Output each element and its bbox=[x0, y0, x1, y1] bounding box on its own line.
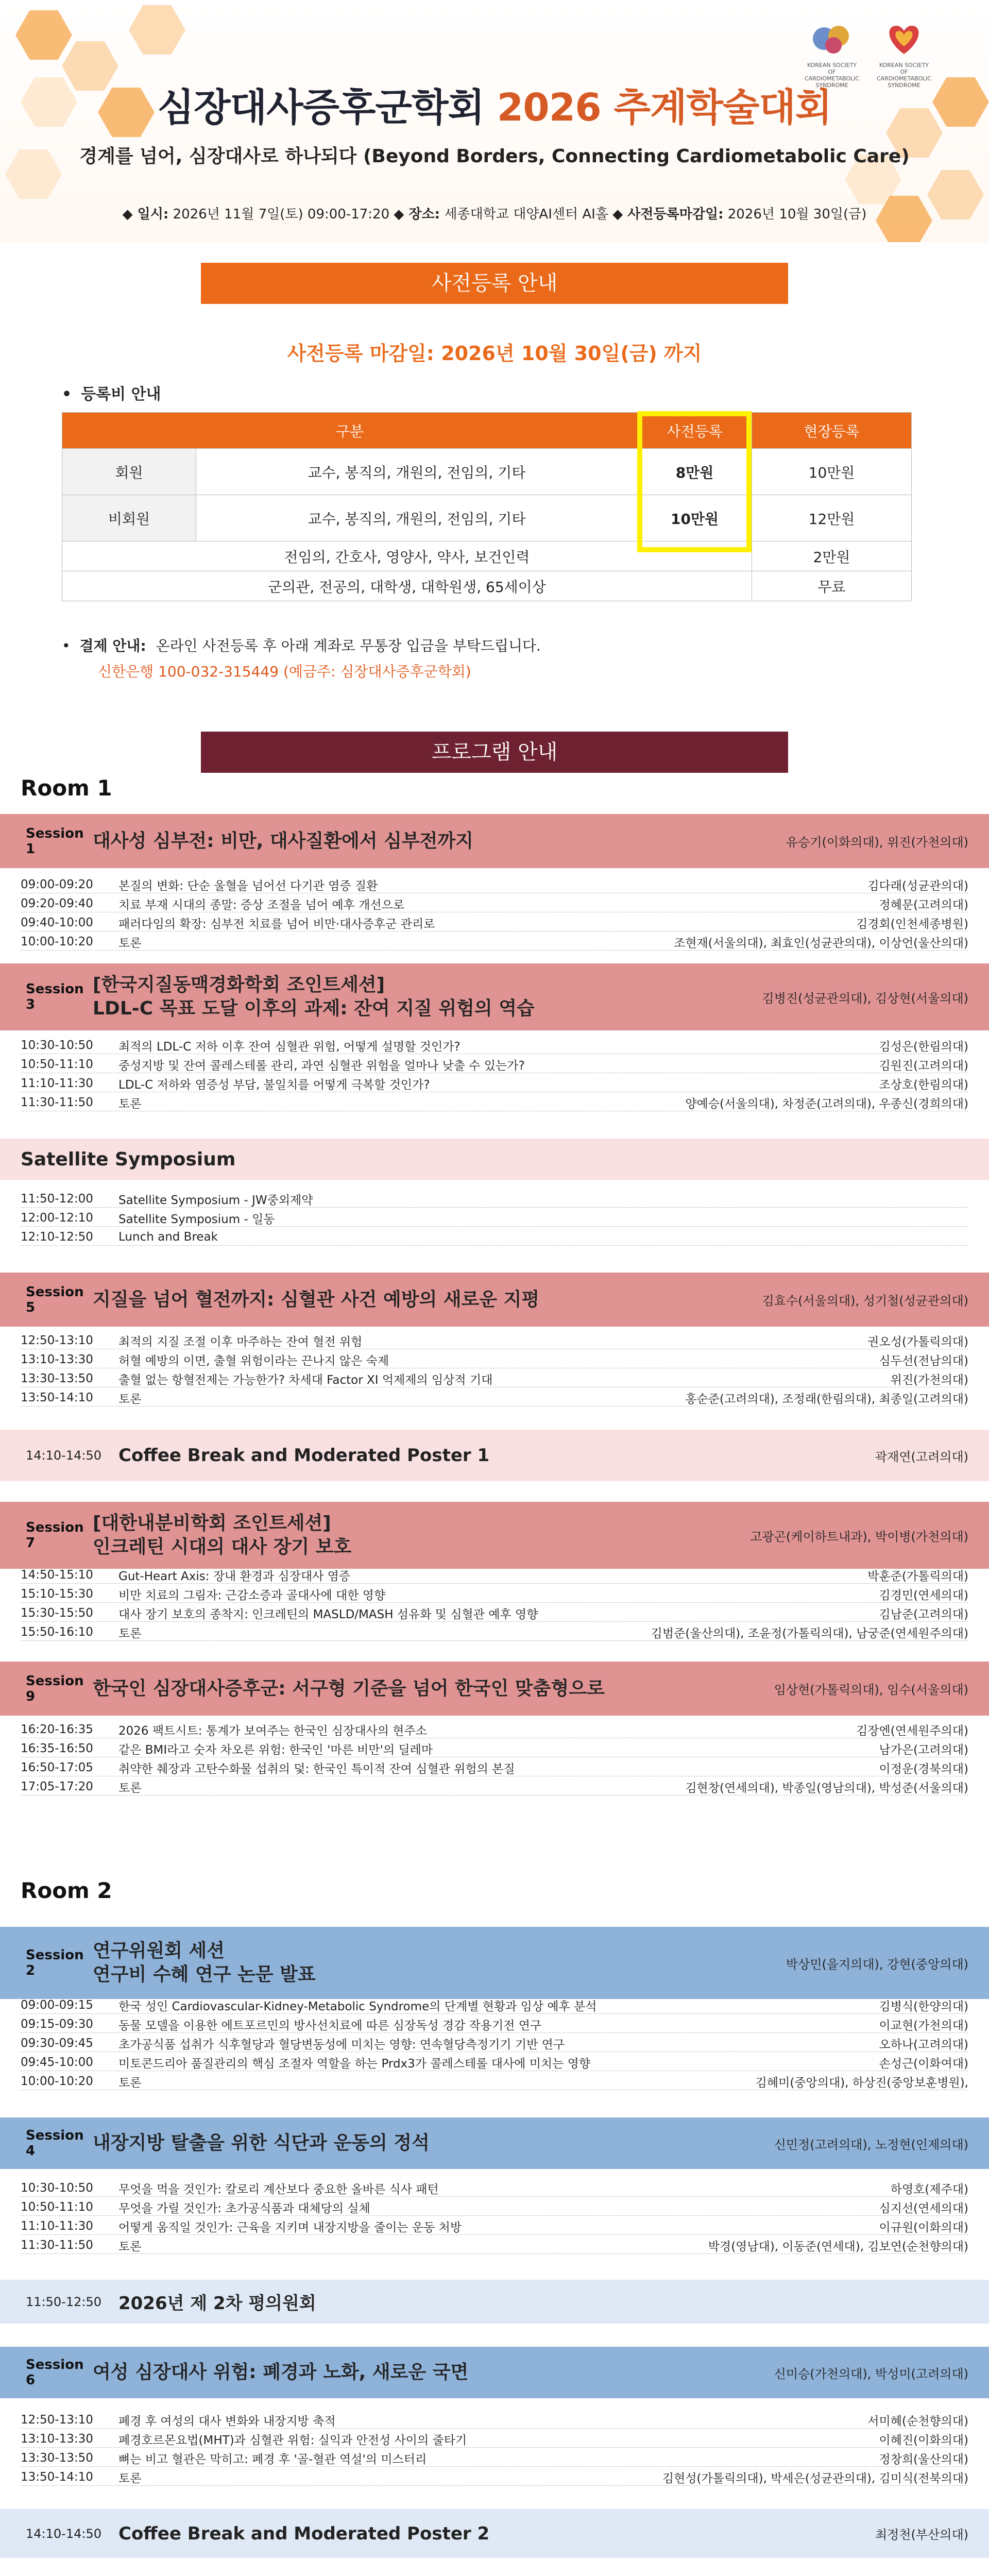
schedule-speaker: 김원진(고려의대) bbox=[879, 1059, 968, 1073]
logo-caption: KOREAN SOCIETY OF CARDIOMETABOLIC SYNDROME bbox=[876, 62, 932, 89]
schedule-topic: 토론 bbox=[118, 936, 142, 950]
schedule-topic: 중성지방 및 잔여 콜레스테롤 관리, 과연 심혈관 위험을 얼마나 낮출 수 있는가? bbox=[118, 1059, 525, 1073]
schedule-speaker: 조상호(한림의대) bbox=[879, 1078, 968, 1092]
coffee-chair: 곽재연(고려의대) bbox=[875, 1449, 968, 1464]
schedule-time: 11:30-11:50 bbox=[21, 1096, 93, 1109]
schedule-speaker: 오하나(고려의대) bbox=[879, 2038, 968, 2052]
schedule-row bbox=[0, 1228, 989, 1246]
schedule-row bbox=[0, 914, 989, 931]
congress-logo-mark bbox=[881, 21, 927, 57]
schedule-time: 10:30-10:50 bbox=[21, 2181, 93, 2195]
schedule-row bbox=[0, 1778, 989, 1795]
hero-header bbox=[0, 0, 989, 242]
room2-session-6-band bbox=[0, 2347, 989, 2398]
session-title-line1: [한국지질동맥경화학회 조인트세션] bbox=[93, 974, 385, 995]
fee-nonmember-pre: 10만원 bbox=[638, 495, 752, 541]
schedule-time: 09:20-09:40 bbox=[21, 897, 93, 910]
schedule-speaker: 홍순준(고려의대), 조정래(한림의대), 최종일(고려의대) bbox=[685, 1392, 968, 1406]
schedule-topic: 본질의 변화: 단순 울혈을 넘어선 다기관 염증 질환 bbox=[118, 879, 378, 893]
session-title-line1: [대한내분비학회 조인트세션] bbox=[93, 1513, 331, 1534]
schedule-topic: 취약한 췌장과 고탄수화물 섭취의 덫: 한국인 특이적 잔여 심혈관 위험의 본질 bbox=[118, 1762, 515, 1776]
schedule-topic: 토론 bbox=[118, 1097, 142, 1111]
logo-caption: KOREAN SOCIETY OF CARDIOMETABOLIC SYNDROME bbox=[804, 62, 860, 89]
schedule-time: 13:30-13:50 bbox=[21, 1372, 93, 1385]
fee-nonmember-onsite: 12만원 bbox=[752, 495, 912, 541]
session-chair: 임상현(가톨릭의대), 임수(서울의대) bbox=[774, 1683, 968, 1697]
schedule-row bbox=[0, 1566, 989, 1584]
schedule-time: 11:50-12:00 bbox=[21, 1192, 93, 1206]
schedule-row bbox=[0, 2015, 989, 2033]
session-chair: 김효수(서울의대), 성기철(성균관의대) bbox=[762, 1294, 968, 1308]
schedule-topic: 무엇을 가릴 것인가: 초가공식품과 대체당의 실체 bbox=[118, 2201, 370, 2215]
registration-section-tab: 사전등록 안내 bbox=[201, 263, 788, 304]
satellite-title: Satellite Symposium bbox=[21, 1148, 236, 1170]
schedule-time: 13:30-13:50 bbox=[21, 2451, 93, 2465]
schedule-row bbox=[0, 2449, 989, 2467]
date-value: 2026년 11월 7일(토) 09:00-17:20 bbox=[173, 207, 390, 222]
schedule-row bbox=[0, 1740, 989, 1757]
coffee-title: Coffee Break and Moderated Poster 1 bbox=[118, 1445, 490, 1466]
schedule-row bbox=[0, 2468, 989, 2486]
schedule-speaker: 서미혜(순천향의대) bbox=[867, 2414, 968, 2428]
schedule-row bbox=[0, 2198, 989, 2216]
schedule-topic: Gut-Heart Axis: 장내 환경과 심장대사 염증 bbox=[118, 1569, 351, 1583]
meeting-title: 2026년 제 2차 평의원회 bbox=[118, 2293, 316, 2314]
schedule-row bbox=[0, 1759, 989, 1776]
session-7-band bbox=[0, 1502, 989, 1569]
schedule-speaker: 심두선(전남의대) bbox=[879, 1354, 968, 1368]
schedule-speaker: 김범준(울산의대), 조윤정(가톨릭의대), 남궁준(연세원주의대) bbox=[651, 1626, 968, 1640]
hexagon-decoration bbox=[129, 5, 185, 55]
schedule-time: 09:45-10:00 bbox=[21, 2056, 93, 2069]
schedule-topic: 미토콘드리아 품질관리의 핵심 조절자 역할을 하는 Prdx3가 콜레스테롤 대사에 미치는 영향 bbox=[118, 2057, 591, 2071]
schedule-row bbox=[0, 895, 989, 912]
session-1-band bbox=[0, 814, 989, 868]
schedule-topic: 2026 팩트시트: 통계가 보여주는 한국인 심장대사의 현주소 bbox=[118, 1724, 427, 1738]
fee-resident-fee: 2만원 bbox=[752, 541, 912, 571]
session-label: Session 2 bbox=[26, 1947, 84, 1978]
schedule-speaker: 이혜진(이화의대) bbox=[879, 2433, 968, 2447]
schedule-topic: 토론 bbox=[118, 1781, 142, 1795]
event-meta bbox=[0, 204, 989, 223]
schedule-topic: 토론 bbox=[118, 2076, 142, 2090]
schedule-topic: 비만 치료의 그림자: 근감소증과 골대사에 대한 영향 bbox=[118, 1588, 386, 1602]
schedule-topic: 허혈 예방의 이면, 출혈 위험이라는 끈나지 않은 숙제 bbox=[118, 1354, 389, 1368]
session-title-line2: 연구비 수혜 연구 논문 발표 bbox=[93, 1964, 316, 1985]
page-subtitle: 경계를 넘어, 심장대사로 하나되다 (Beyond Borders, Connecting Cardiometabolic Care) bbox=[79, 146, 910, 167]
schedule-time: 14:50-15:10 bbox=[21, 1568, 93, 1582]
schedule-topic: 같은 BMI라고 숫자 차오른 위험: 한국인 '마른 비만'의 딜레마 bbox=[118, 1743, 433, 1757]
schedule-row bbox=[0, 1075, 989, 1092]
schedule-speaker: 이교현(가천의대) bbox=[879, 2019, 968, 2032]
schedule-speaker: 조현재(서울의대), 최효인(성균관의대), 이상언(울산의대) bbox=[674, 936, 968, 950]
session-title bbox=[93, 1512, 750, 1559]
schedule-speaker: 김경민(연세의대) bbox=[879, 1588, 968, 1602]
session-label: Session 7 bbox=[26, 1520, 84, 1551]
page-title bbox=[0, 77, 989, 132]
schedule-row bbox=[0, 1351, 989, 1368]
fee-table-header-row bbox=[62, 413, 912, 449]
schedule-time: 09:30-09:45 bbox=[21, 2037, 93, 2050]
schedule-row bbox=[0, 1094, 989, 1111]
schedule-speaker: 박훈준(가톨릭의대) bbox=[867, 1569, 968, 1583]
schedule-topic: 동물 모델을 이용한 에트포르민의 방사선치료에 따른 심장독성 경감 작용기전 연구 bbox=[118, 2019, 542, 2032]
schedule-time: 11:10-11:30 bbox=[21, 2219, 93, 2233]
schedule-speaker: 이정운(경북의대) bbox=[879, 1762, 968, 1776]
schedule-speaker: 김현창(연세의대), 박종일(영남의대), 박성준(서울의대) bbox=[685, 1781, 968, 1795]
payment-info: • 결제 안내: 온라인 사전등록 후 아래 계좌로 무통장 입금을 부탁드립니다. bbox=[62, 637, 541, 654]
schedule-time: 10:00-10:20 bbox=[21, 2075, 93, 2088]
schedule-row bbox=[0, 2054, 989, 2071]
schedule-speaker: 김성은(한림의대) bbox=[879, 1040, 968, 1054]
coffee-time: 14:10-14:50 bbox=[26, 1448, 101, 1463]
schedule-topic: Lunch and Break bbox=[118, 1230, 218, 1244]
schedule-time: 09:00-09:20 bbox=[21, 878, 93, 891]
fee-member-type: 회원 bbox=[62, 449, 196, 495]
session-label: Session 4 bbox=[26, 2128, 84, 2159]
schedule-speaker: 김다래(성균관의대) bbox=[867, 879, 968, 893]
fee-resident-desc: 전임의, 간호사, 영양사, 약사, 보건인력 bbox=[62, 541, 752, 571]
schedule-time: 10:50-11:10 bbox=[21, 1058, 93, 1071]
session-chair: 김병진(성균관의대), 김상현(서울의대) bbox=[762, 991, 968, 1006]
reg-value: 2026년 10월 30일(금) bbox=[727, 207, 867, 222]
session-title: 내장지방 탈출을 위한 식단과 운동의 정석 bbox=[93, 2132, 430, 2154]
schedule-row bbox=[0, 1996, 989, 2014]
fee-table bbox=[62, 412, 912, 601]
schedule-time: 16:50-17:05 bbox=[21, 1761, 93, 1774]
schedule-time: 15:10-15:30 bbox=[21, 1587, 93, 1601]
meeting-time: 11:50-12:50 bbox=[26, 2294, 101, 2309]
session-title: 대사성 심부전: 비만, 대사질환에서 심부전까지 bbox=[93, 830, 473, 852]
schedule-speaker: 김현성(가톨릭의대), 박세은(성균관의대), 김미식(전북의대) bbox=[662, 2471, 968, 2485]
society-logo-mark bbox=[809, 21, 855, 57]
session-label: Session 3 bbox=[26, 981, 84, 1012]
fee-row-nonmember bbox=[62, 495, 912, 541]
schedule-topic: 어떻게 움직일 것인가: 근육을 지키며 내장지방을 줄이는 운동 처방 bbox=[118, 2221, 462, 2234]
schedule-time: 16:35-16:50 bbox=[21, 1742, 93, 1755]
schedule-topic: 폐경호르몬요법(MHT)과 심혈관 위험: 실익과 안전성 사이의 줄타기 bbox=[118, 2433, 467, 2447]
schedule-topic: 패러다임의 확장: 심부전 치료를 넘어 비만·대사증후군 관리로 bbox=[118, 917, 435, 931]
schedule-row bbox=[0, 2430, 989, 2448]
schedule-row bbox=[0, 1209, 989, 1227]
schedule-speaker: 박경(영남대), 이동준(연세대), 김보연(순천향의대) bbox=[708, 2240, 968, 2253]
schedule-row bbox=[0, 876, 989, 893]
schedule-time: 13:10-13:30 bbox=[21, 1353, 93, 1366]
schedule-row bbox=[0, 2411, 989, 2429]
session-chair: 고광곤(케이하트내과), 박이병(가천의대) bbox=[750, 1529, 968, 1544]
hexagon-decoration bbox=[15, 10, 72, 60]
session-9-band bbox=[0, 1662, 989, 1716]
satellite-band bbox=[0, 1139, 989, 1180]
session-chair: 신미승(가천의대), 박성미(고려의대) bbox=[774, 2366, 968, 2381]
title-prefix: 심장대사증후군학회 bbox=[157, 86, 484, 130]
session-label: Session 9 bbox=[26, 1673, 84, 1704]
venue-label: ◆ 장소: bbox=[394, 207, 440, 222]
schedule-topic: Satellite Symposium - JW중외제약 bbox=[118, 1193, 313, 1207]
schedule-speaker: 하영호(제주대) bbox=[890, 2182, 968, 2196]
schedule-speaker: 김장엔(연세원주의대) bbox=[856, 1724, 968, 1738]
schedule-topic: 토론 bbox=[118, 2471, 142, 2485]
session-3-band bbox=[0, 963, 989, 1030]
pre-registration-highlight bbox=[637, 411, 752, 552]
schedule-speaker: 위진(가천의대) bbox=[890, 1373, 968, 1387]
session-chair: 박상민(을지의대), 강현(중앙의대) bbox=[786, 1957, 968, 1972]
schedule-row bbox=[0, 2179, 989, 2197]
session-title bbox=[93, 1939, 786, 1987]
schedule-row bbox=[0, 2073, 989, 2090]
session-title-line1: 연구위원회 세션 bbox=[93, 1940, 225, 1961]
schedule-topic: 대사 장기 보호의 종착지: 인크레틴의 MASLD/MASH 섬유화 및 심혈관 예후 영향 bbox=[118, 1607, 538, 1621]
session-label: Session 6 bbox=[26, 2357, 84, 2388]
program-section-tab: 프로그램 안내 bbox=[201, 732, 788, 773]
schedule-speaker: 김병식(한양의대) bbox=[879, 1999, 968, 2013]
schedule-time: 12:50-13:10 bbox=[21, 2413, 93, 2427]
session-5-band bbox=[0, 1273, 989, 1327]
schedule-row bbox=[0, 1623, 989, 1641]
schedule-row bbox=[0, 1389, 989, 1406]
schedule-time: 15:50-16:10 bbox=[21, 1625, 93, 1639]
schedule-time: 10:00-10:20 bbox=[21, 935, 93, 948]
schedule-speaker: 심지선(연세의대) bbox=[879, 2201, 968, 2215]
fee-student-desc: 군의관, 전공의, 대학생, 대학원생, 65세이상 bbox=[62, 571, 752, 601]
schedule-speaker: 김경회(인천세종병원) bbox=[856, 917, 968, 931]
schedule-row bbox=[0, 1332, 989, 1349]
coffee-title: Coffee Break and Moderated Poster 2 bbox=[118, 2523, 490, 2544]
session-title bbox=[93, 973, 762, 1021]
fee-row-resident bbox=[62, 541, 912, 571]
schedule-row bbox=[0, 1721, 989, 1738]
session-title-line2: 인크레틴 시대의 대사 장기 보호 bbox=[93, 1536, 352, 1557]
fee-member-desc: 교수, 봉직의, 개원의, 전임의, 기타 bbox=[196, 449, 638, 495]
room2-session-4-band bbox=[0, 2117, 989, 2169]
venue-value: 세종대학교 대양AI센터 AI홀 bbox=[444, 207, 608, 222]
schedule-row bbox=[0, 1056, 989, 1073]
schedule-speaker: 정창희(울산의대) bbox=[879, 2452, 968, 2466]
schedule-speaker: 정혜문(고려의대) bbox=[879, 898, 968, 912]
schedule-speaker: 권오성(가톨릭의대) bbox=[867, 1335, 968, 1349]
schedule-row bbox=[0, 933, 989, 951]
schedule-topic: 최적의 LDL-C 저하 이후 잔여 심혈관 위험, 어떻게 설명할 것인가? bbox=[118, 1040, 461, 1054]
schedule-time: 09:00-09:15 bbox=[21, 1998, 93, 2012]
room2-heading: Room 2 bbox=[21, 1878, 112, 1903]
schedule-topic: 치료 부재 시대의 종말: 증상 조절을 넘어 예후 개선으로 bbox=[118, 898, 405, 912]
reg-label: ◆ 사전등록마감일: bbox=[612, 207, 724, 222]
payment-desc: 온라인 사전등록 후 아래 계좌로 무통장 입금을 부탁드립니다. bbox=[156, 637, 541, 654]
schedule-row bbox=[0, 1370, 989, 1387]
schedule-speaker: 양예승(서울의대), 차정준(고려의대), 우종신(경희의대) bbox=[685, 1097, 968, 1111]
fee-header-category: 구분 bbox=[62, 413, 638, 449]
schedule-time: 12:50-13:10 bbox=[21, 1334, 93, 1347]
schedule-topic: 토론 bbox=[118, 1626, 142, 1640]
schedule-row bbox=[0, 1585, 989, 1603]
session-title-line2: LDL-C 목표 도달 이후의 과제: 잔여 지질 위험의 역습 bbox=[93, 998, 535, 1019]
schedule-topic: 폐경 후 여성의 대사 변화와 내장지방 축적 bbox=[118, 2414, 336, 2428]
session-chair: 신민정(고려의대), 노정현(인제의대) bbox=[774, 2137, 968, 2152]
schedule-time: 11:30-11:50 bbox=[21, 2239, 93, 2252]
schedule-time: 13:50-14:10 bbox=[21, 1391, 93, 1404]
schedule-time: 13:10-13:30 bbox=[21, 2432, 93, 2446]
coffee-time: 14:10-14:50 bbox=[26, 2526, 101, 2541]
fee-header-onsite: 현장등록 bbox=[752, 413, 912, 449]
schedule-time: 16:20-16:35 bbox=[21, 1723, 93, 1736]
schedule-topic: 무엇을 먹을 것인가: 칼로리 계산보다 중요한 올바른 식사 패턴 bbox=[118, 2182, 439, 2196]
schedule-time: 12:10-12:50 bbox=[21, 1230, 93, 1244]
fee-student-fee: 무료 bbox=[752, 571, 912, 601]
session-title: 여성 심장대사 위험: 폐경과 노화, 새로운 국면 bbox=[93, 2362, 469, 2383]
schedule-topic: 최적의 지질 조절 이후 마주하는 잔여 혈전 위험 bbox=[118, 1335, 363, 1349]
schedule-row bbox=[0, 1190, 989, 1208]
title-year: 2026 추계학술대회 bbox=[497, 86, 832, 130]
schedule-time: 09:40-10:00 bbox=[21, 916, 93, 929]
bank-account: 신한은행 100-032-315449 (예금주: 심장대사증후군학회) bbox=[98, 663, 471, 680]
schedule-time: 17:05-17:20 bbox=[21, 1780, 93, 1793]
schedule-speaker: 남가은(고려의대) bbox=[879, 1743, 968, 1757]
fee-nonmember-desc: 교수, 봉직의, 개원의, 전임의, 기타 bbox=[196, 495, 638, 541]
fee-nonmember-type: 비회원 bbox=[62, 495, 196, 541]
fee-member-pre: 8만원 bbox=[638, 449, 752, 495]
schedule-topic: 토론 bbox=[118, 2240, 142, 2253]
council-meeting-band bbox=[0, 2280, 989, 2324]
schedule-row bbox=[0, 1037, 989, 1054]
schedule-time: 13:50-14:10 bbox=[21, 2470, 93, 2484]
schedule-speaker: 김남준(고려의대) bbox=[879, 1607, 968, 1621]
payment-label: 결제 안내: bbox=[79, 637, 146, 654]
schedule-time: 11:10-11:30 bbox=[21, 1077, 93, 1090]
coffee-chair: 최정천(부산의대) bbox=[875, 2528, 968, 2542]
coffee-break-1-band bbox=[0, 1430, 989, 1481]
schedule-speaker: 손성근(이화여대) bbox=[879, 2057, 968, 2071]
schedule-row bbox=[0, 1604, 989, 1622]
schedule-topic: 한국 성인 Cardiovascular-Kidney-Metabolic Syndrome의 단계별 현황과 임상 예후 분석 bbox=[118, 1999, 597, 2013]
schedule-topic: 뼈는 비고 혈관은 막히고: 폐경 후 '골-혈관 역설'의 미스터리 bbox=[118, 2452, 427, 2466]
fee-member-onsite: 10만원 bbox=[752, 449, 912, 495]
registration-deadline: 사전등록 마감일: 2026년 10월 30일(금) 까지 bbox=[287, 342, 702, 365]
schedule-time: 10:50-11:10 bbox=[21, 2200, 93, 2214]
schedule-row bbox=[0, 2236, 989, 2254]
schedule-speaker: 이규원(이화의대) bbox=[879, 2221, 968, 2234]
date-label: ◆ 일시: bbox=[122, 207, 169, 222]
schedule-speaker: 김혜미(중앙의대), 하상진(중앙보훈병원), bbox=[755, 2076, 968, 2090]
schedule-time: 15:30-15:50 bbox=[21, 1606, 93, 1620]
schedule-topic: 초가공식품 섭취가 식후혈당과 혈당변동성에 미치는 영향: 연속혈당측정기기 기반 연구 bbox=[118, 2038, 565, 2052]
fee-row-student bbox=[62, 571, 912, 601]
schedule-time: 09:15-09:30 bbox=[21, 2018, 93, 2031]
schedule-row bbox=[0, 2217, 989, 2235]
session-title: 한국인 심장대사증후군: 서구형 기준을 넘어 한국인 맞춤형으로 bbox=[93, 1677, 605, 1699]
session-label: Session 1 bbox=[26, 825, 84, 857]
fee-row-member bbox=[62, 449, 912, 495]
schedule-row bbox=[0, 2035, 989, 2052]
session-label: Session 5 bbox=[26, 1284, 84, 1315]
schedule-topic: 출혈 없는 항혈전제는 가능한가? 차세대 Factor XI 억제제의 임상적 기대 bbox=[118, 1373, 493, 1387]
fee-header-pre: 사전등록 bbox=[638, 413, 752, 449]
coffee-break-2-band bbox=[0, 2509, 989, 2558]
session-chair: 유승기(이화의대), 위진(가천의대) bbox=[786, 835, 968, 850]
room1-heading: Room 1 bbox=[21, 775, 112, 801]
schedule-topic: LDL-C 저하와 염증성 부담, 불일치를 어떻게 극복할 것인가? bbox=[118, 1078, 430, 1092]
schedule-topic: 토론 bbox=[118, 1392, 142, 1406]
session-title: 지질을 넘어 혈전까지: 심혈관 사건 예방의 새로운 지평 bbox=[93, 1289, 540, 1310]
schedule-time: 12:00-12:10 bbox=[21, 1211, 93, 1225]
fee-heading: • 등록비 안내 bbox=[62, 381, 161, 404]
schedule-time: 10:30-10:50 bbox=[21, 1039, 93, 1052]
schedule-topic: Satellite Symposium - 일동 bbox=[118, 1212, 275, 1226]
room2-session-2-band bbox=[0, 1927, 989, 1999]
